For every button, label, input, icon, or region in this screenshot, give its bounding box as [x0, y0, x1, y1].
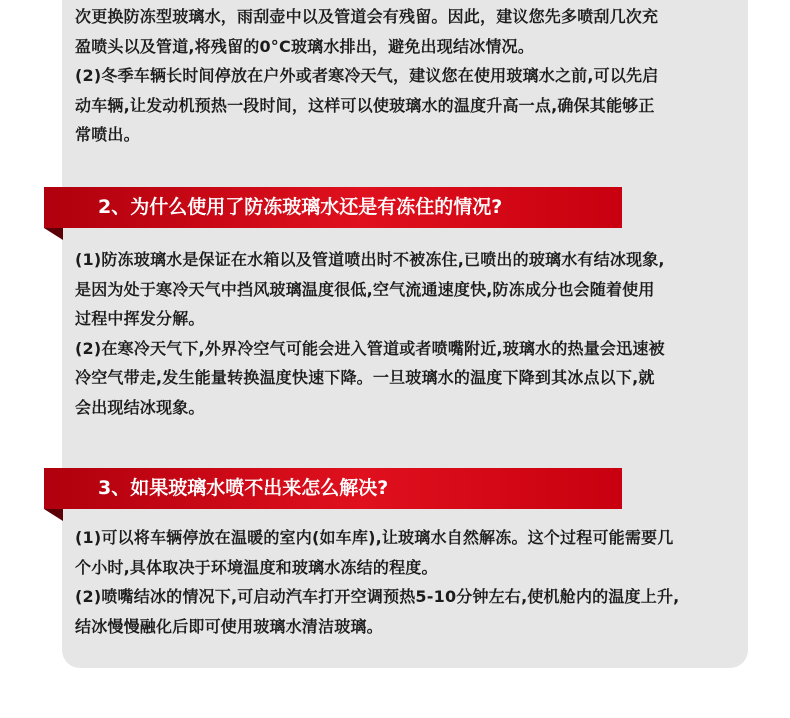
intro-paragraph: [75, 2, 735, 150]
text-line: (2)冬季车辆长时间停放在户外或者寒冷天气，建议您在使用玻璃水之前,可以先启: [75, 66, 659, 85]
text-line: (2)喷嘴结冰的情况下,可启动汽车打开空调预热5-10分钟左右,使机舱内的温度上升,: [75, 587, 680, 606]
text-line: 个小时,具体取决于环境温度和玻璃水冻结的程度。: [75, 557, 438, 577]
section-2-body: [75, 245, 735, 422]
text-line: 过程中挥发分解。: [75, 309, 205, 328]
text-line: 结冰慢慢融化后即可使用玻璃水清洁玻璃。: [75, 616, 383, 636]
text-line: 是因为处于寒冷天气中挡风玻璃温度很低,空气流通速度快,防冻成分也会随着使用: [75, 279, 655, 299]
section-3-title: 3、如果玻璃水喷不出来怎么解决?: [44, 468, 622, 509]
text-line: (1)防冻玻璃水是保证在水箱以及管道喷出时不被冻住,已喷出的玻璃水有结冰现象,: [75, 250, 665, 269]
text-line: 盈喷头以及管道,将残留的0°C玻璃水排出，避免出现结冰情况。: [75, 36, 534, 56]
text-line: (2)在寒冷天气下,外界冷空气可能会进入管道或者喷嘴附近,玻璃水的热量会迅速被: [75, 338, 665, 358]
text-line: 冷空气带走,发生能量转换温度快速下降。一旦玻璃水的温度下降到其冰点以下,就: [75, 368, 655, 387]
text-line: 会出现结冰现象。: [75, 397, 205, 417]
text-line: 常喷出。: [75, 125, 140, 144]
text-line: 动车辆,让发动机预热一段时间，这样可以使玻璃水的温度升高一点,确保其能够正: [75, 95, 655, 115]
text-line: (1)可以将车辆停放在温暖的室内(如车库),让玻璃水自然解冻。这个过程可能需要几: [75, 528, 674, 547]
banner-fold: [44, 228, 63, 240]
section-3-body: [75, 523, 735, 641]
banner-fold: [44, 509, 63, 521]
section-2-title: 2、为什么使用了防冻玻璃水还是有冻住的情况?: [44, 187, 622, 228]
text-line: 次更换防冻型玻璃水，雨刮壶中以及管道会有残留。因此，建议您先多喷刮几次充: [75, 7, 659, 26]
